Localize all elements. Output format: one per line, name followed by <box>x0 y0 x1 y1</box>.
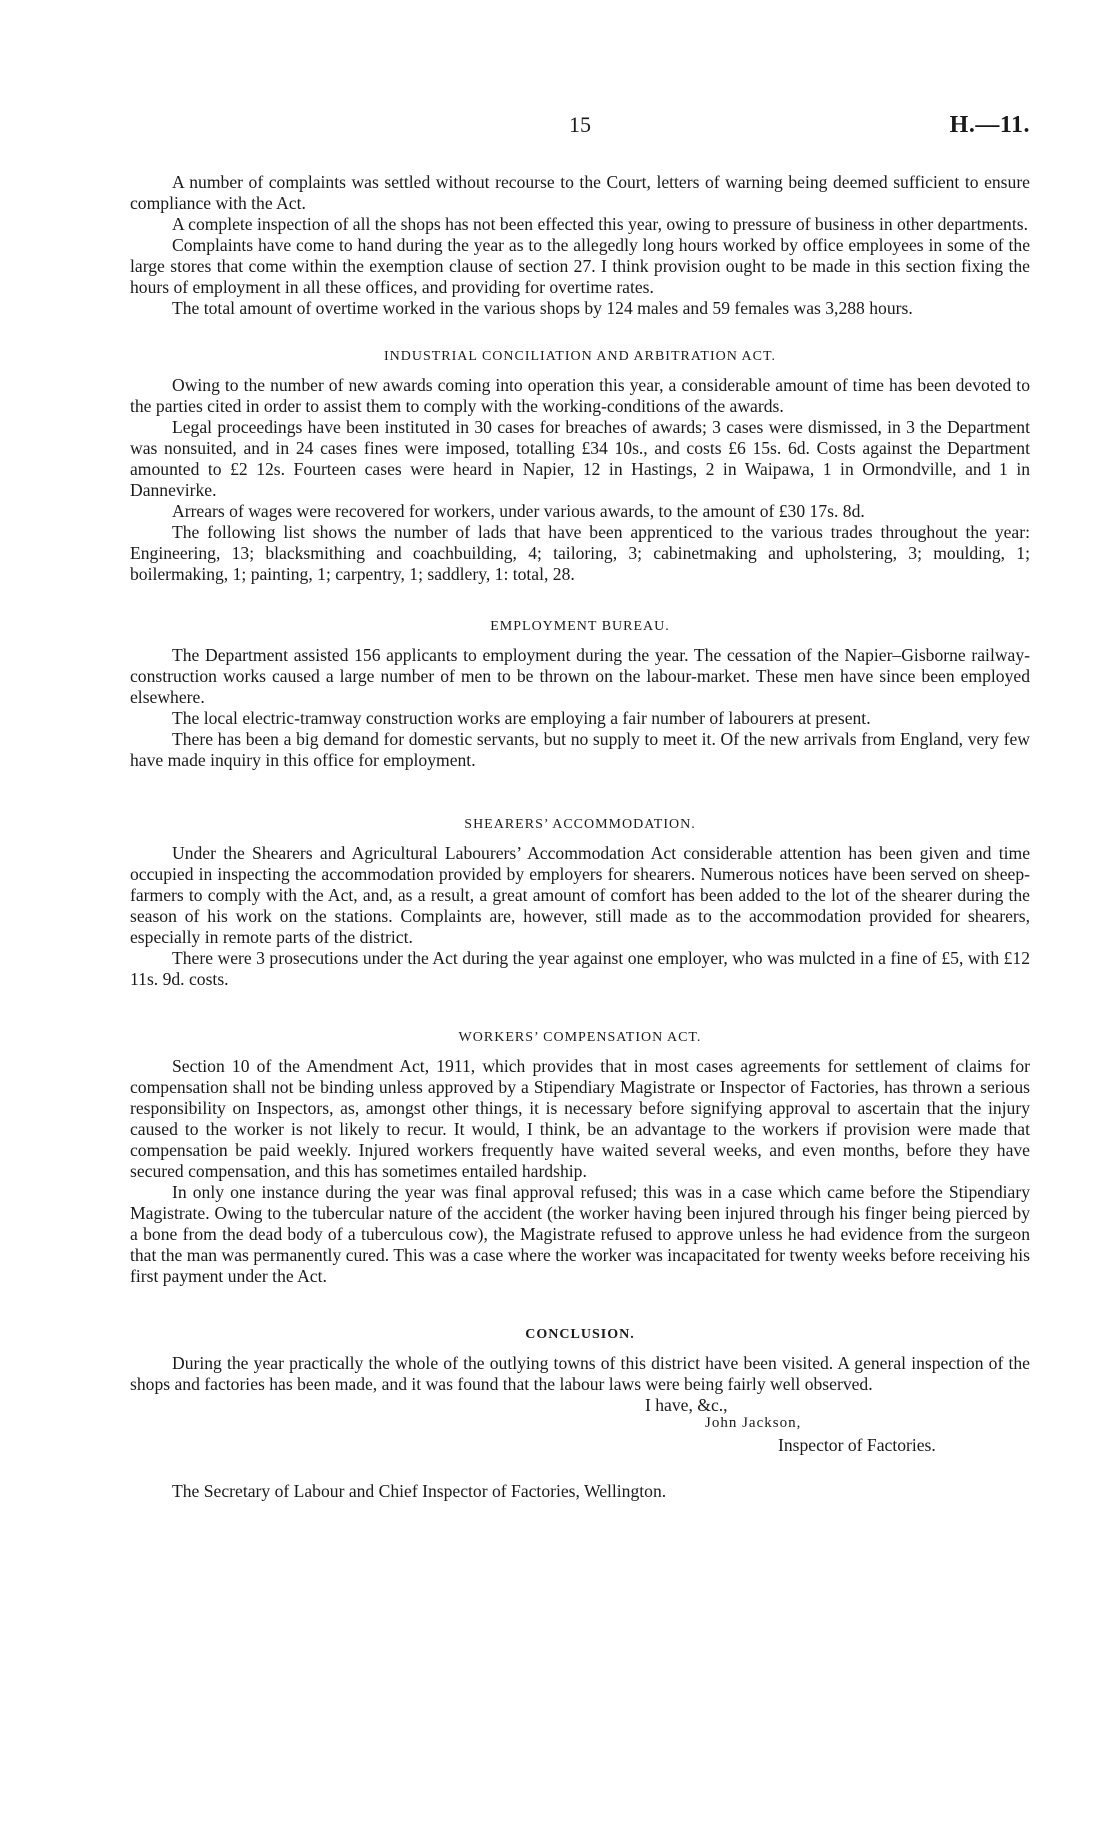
paragraph: A number of complaints was settled without recourse to the Court, letters of warning being deemed sufficient to ensure compliance with the Act. <box>130 172 1030 213</box>
page-number: 15 <box>569 112 591 137</box>
section-conclusion <box>130 1327 1030 1395</box>
paragraph: There has been a big demand for domestic servants, but no supply to meet it. Of the new arrivals from England, very few have made inquiry in this office for employment. <box>130 729 1030 770</box>
paragraph: During the year practically the whole of the outlying towns of this district have been visited. A general inspection of the shops and factories has been made, and it was found that the labour laws were being fairly well observed. <box>130 1353 1030 1394</box>
paragraph: Complaints have come to hand during the year as to the allegedly long hours worked by office employees in some of the large stores that come within the exemption clause of section 27. I think provision ought to be made in this section fixing the hours of employment in all these offices, and providing for overtime rates. <box>130 235 1030 297</box>
document-reference: H.—11. <box>949 112 1030 138</box>
paragraph: In only one instance during the year was final approval refused; this was in a case which came before the Stipendiary Magistrate. Owing to the tubercular nature of the accident (the worker having been injured through his finger being pierced by a bone from the dead body of a tuberculous cow), the Magistrate refused to approve unless he had evidence from the surgeon that the man was permanently cured. This was a case where the worker was incapacitated for twenty weeks before receiving his first payment under the Act. <box>130 1182 1030 1286</box>
section-employment-bureau <box>130 619 1030 771</box>
section-heading: EMPLOYMENT BUREAU. <box>490 619 670 634</box>
section-heading: INDUSTRIAL CONCILIATION AND ARBITRATION ACT. <box>383 349 777 364</box>
paragraph: Owing to the number of new awards coming into operation this year, a considerable amount of time has been devoted to the parties cited in order to assist them to comply with the working-conditions of the awards. <box>130 375 1030 416</box>
section-industrial-conciliation <box>130 349 1030 585</box>
paragraph: There were 3 prosecutions under the Act during the year against one employer, who was mulcted in a fine of £5, with £12 11s. 9d. costs. <box>130 948 1030 989</box>
section-heading: SHEARERS’ ACCOMMODATION. <box>464 817 696 832</box>
paragraph: Section 10 of the Amendment Act, 1911, which provides that in most cases agreements for settlement of claims for compensation shall not be binding unless approved by a Stipendiary Magistrate or Inspector of Factories, has thrown a serious responsibility on Inspectors, as, amongst other things, it is necessary before signifying approval to ascertain that the injury caused to the worker is not likely to recur. It would, I think, be an advantage to the workers if provision were made that compensation be paid weekly. Injured workers frequently have waited several weeks, and even months, before they have secured compensation, and this has sometimes entailed hardship. <box>130 1056 1030 1181</box>
paragraph: The Department assisted 156 applicants to employment during the year. The cessation of the Napier–Gisborne railway-construction works caused a large number of men to be thrown on the labour-market. These men have since been employed elsewhere. <box>130 645 1030 707</box>
page-header <box>130 112 1030 152</box>
section-workers-compensation <box>130 1030 1030 1287</box>
paragraph: Under the Shearers and Agricultural Labourers’ Accommodation Act considerable attention has been given and time occupied in inspecting the accommodation provided by employers for shearers. Numerous notices have been served on sheep-farmers to comply with the Act, and, as a result, a great amount of comfort has been added to the lot of the shearer during the season of his work on the stations. Complaints are, however, still made as to the accommodation provided for shearers, especially in remote parts of the district. <box>130 843 1030 947</box>
document-page <box>130 112 1030 1502</box>
signatory-title: Inspector of Factories. <box>778 1435 936 1455</box>
signoff <box>130 1395 1030 1477</box>
paragraph: The total amount of overtime worked in the various shops by 124 males and 59 females was 3,288 hours. <box>172 298 913 318</box>
paragraph: The local electric-tramway construction works are employing a fair number of labourers at present. <box>172 708 871 728</box>
paragraph: Arrears of wages were recovered for workers, under various awards, to the amount of £30 17s. 8d. <box>172 501 865 521</box>
section-shearers-accommodation <box>130 817 1030 990</box>
signatory-name: John Jackson, <box>705 1415 802 1431</box>
closing-salutation: I have, &c., <box>645 1395 728 1415</box>
paragraph: Legal proceedings have been instituted in 30 cases for breaches of awards; 3 cases were dismissed, in 3 the Department was nonsuited, and in 24 cases fines were imposed, totalling £34 10s., and costs £6 15s. 6d. Costs against the Department amounted to £2 12s. Fourteen cases were heard in Napier, 12 in Hastings, 2 in Waipawa, 1 in Ormondville, and 1 in Dannevirke. <box>130 417 1030 500</box>
paragraph: A complete inspection of all the shops has not been effected this year, owing to pressure of business in other departments. <box>172 214 1028 234</box>
section-heading: WORKERS’ COMPENSATION ACT. <box>458 1030 702 1045</box>
intro-section <box>130 172 1030 319</box>
addressee: The Secretary of Labour and Chief Inspector of Factories, Wellington. <box>172 1481 667 1501</box>
paragraph: The following list shows the number of lads that have been apprenticed to the various trades throughout the year: Engineering, 13; blacksmithing and coachbuilding, 4; tailoring, 3; cabinetmaking and upholstering, 3; moulding, 1; boilermaking, 1; painting, 1; carpentry, 1; saddlery, 1: total, 28. <box>130 522 1030 584</box>
section-heading: CONCLUSION. <box>525 1327 635 1342</box>
